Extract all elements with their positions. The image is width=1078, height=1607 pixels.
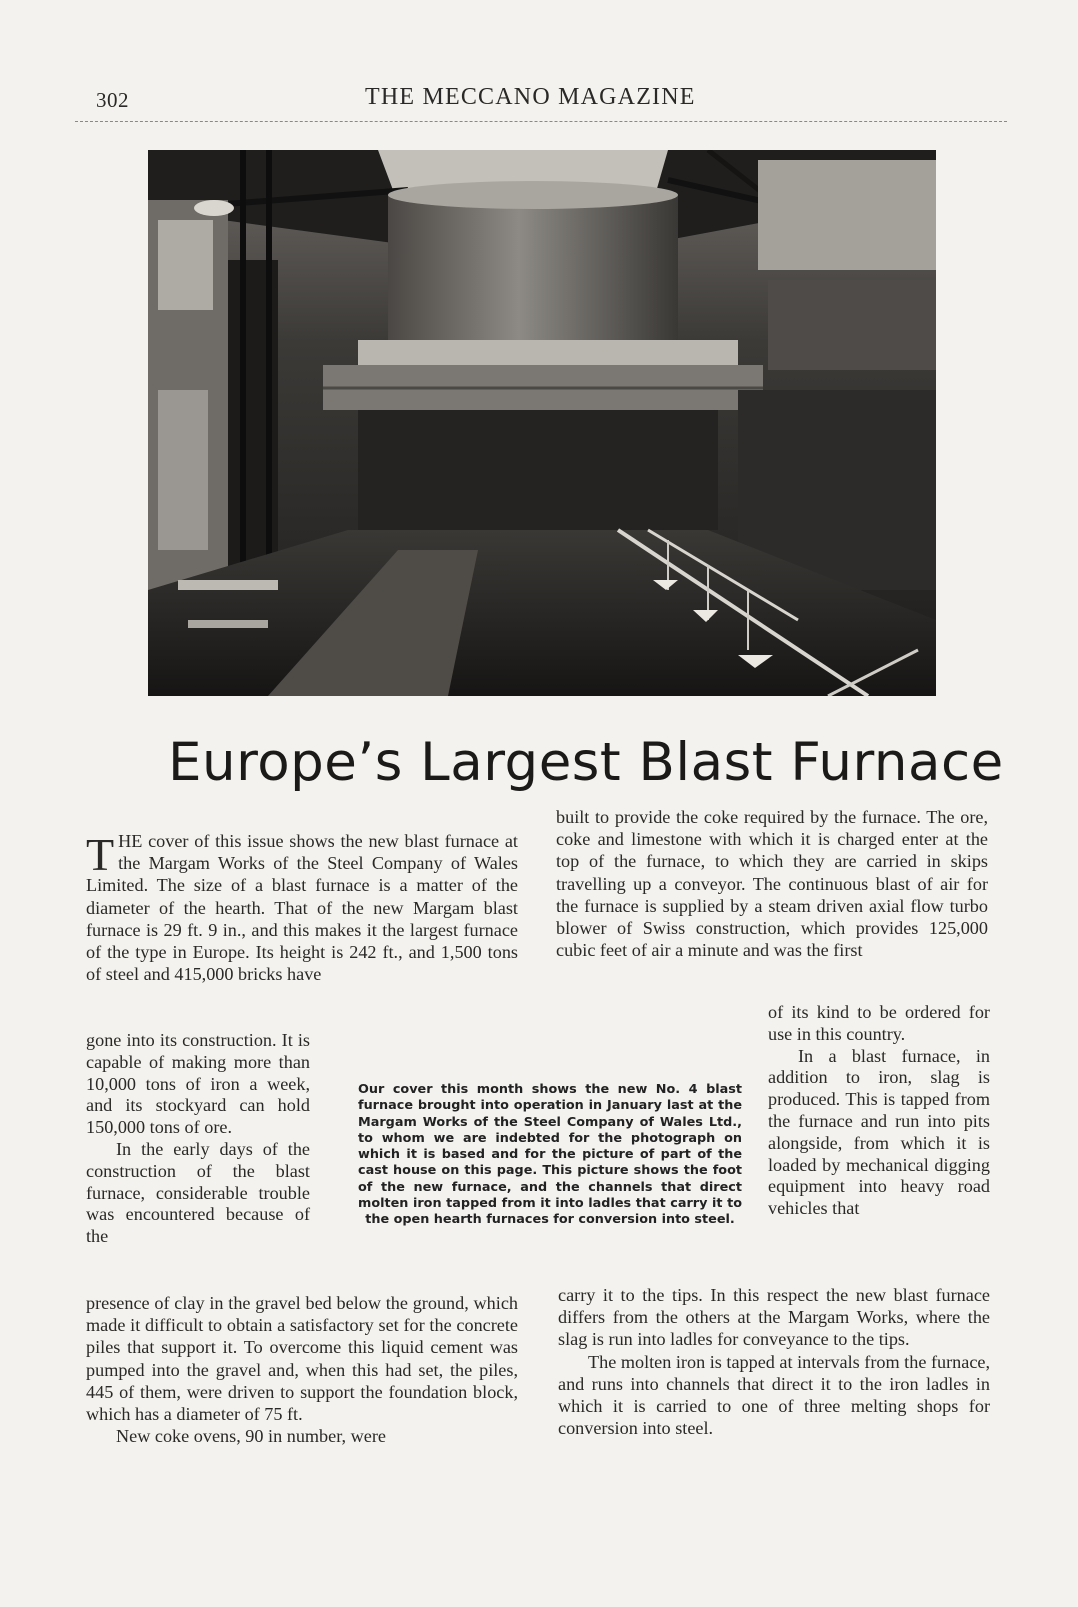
drop-cap: T [86, 829, 115, 880]
article-text: HE cover of this issue shows the new blast furnace at the Margam Works of the Steel Company of Wales Limited. The size of a blast furnace is a matter of the diameter of the hearth. That of the new Margam blast furnace is 29 ft. 9 in., and this makes it the largest furnace of the type in Europe. Its height is 242 ft., and 1,500 tons of steel and 415,000 bricks have [86, 831, 518, 985]
article-paragraph: presence of clay in the gravel bed below the ground, which made it difficult to obtain a satisfactory set for the concrete piles that support it. To overcome this liquid cement was pumped into the gravel and, when this had set, the piles, 445 of them, were driven to support the foundation block, which has a diameter of 75 ft. [86, 1293, 518, 1425]
article-paragraph: In a blast furnace, in addition to iron, slag is produced. This is tapped from the furnace and run into pits alongside, from which it is loaded by mechanical digging equipment into heavy road vehicles that [768, 1045, 990, 1219]
blast-furnace-cast-house-photo-icon [148, 150, 936, 696]
column-1-top [86, 830, 518, 985]
article-paragraph: In the early days of the construction of the blast furnace, considerable trouble was encountered because of the [86, 1138, 310, 1247]
article-paragraph: New coke ovens, 90 in number, were [116, 1426, 386, 1447]
article-paragraph: The molten iron is tapped at intervals from the furnace, and runs into channels that direct it to the iron ladles in which it is carried to one of three melting shops for conversion into steel. [558, 1351, 991, 1439]
article-paragraph: carry it to the tips. In this respect the new blast furnace differs from the others at the Margam Works, where the slag is run into ladles for conveyance to the tips. [558, 1285, 990, 1350]
page-number: 302 [96, 88, 129, 112]
article-paragraph [86, 830, 518, 985]
header-rule [75, 121, 1007, 122]
article-paragraph: of its kind to be ordered for use in this country. [768, 1002, 990, 1044]
article-paragraph: built to provide the coke required by the furnace. The ore, coke and limestone with which it is charged enter at the top of the furnace, to which they are carried in skips travelling up a conveyor. The continuous blast of air for the furnace is supplied by a steam driven axial flow turbo blower of Swiss construction, which provides 125,000 cubic feet of air a minute and was the first [556, 807, 988, 961]
column-2-bottom [558, 1284, 990, 1439]
column-2-narrow [768, 1002, 990, 1220]
running-head: THE MECCANO MAGAZINE [365, 84, 696, 110]
column-1-bottom [86, 1292, 518, 1447]
column-2-top [556, 806, 988, 961]
blast-furnace-photo [148, 150, 936, 696]
article-paragraph: gone into its construction. It is capable of making more than 10,000 tons of iron a week, and its stockyard can hold 150,000 tons of ore. [86, 1030, 310, 1138]
article-title: Europe’s Largest Blast Furnace [168, 732, 1004, 793]
photo-caption: Our cover this month shows the new No. 4 blast furnace brought into operation in January last at the Margam Works of the Steel Company of Wales Ltd., to whom we are indebted for the photograph on which it is based and for the picture of part of the cast house on this page. This picture shows the foot of the new furnace, and the channels that direct molten iron tapped from it into ladles that carry it to the open hearth furnaces for conversion into steel. [358, 1082, 742, 1228]
column-1-narrow [86, 1030, 310, 1248]
